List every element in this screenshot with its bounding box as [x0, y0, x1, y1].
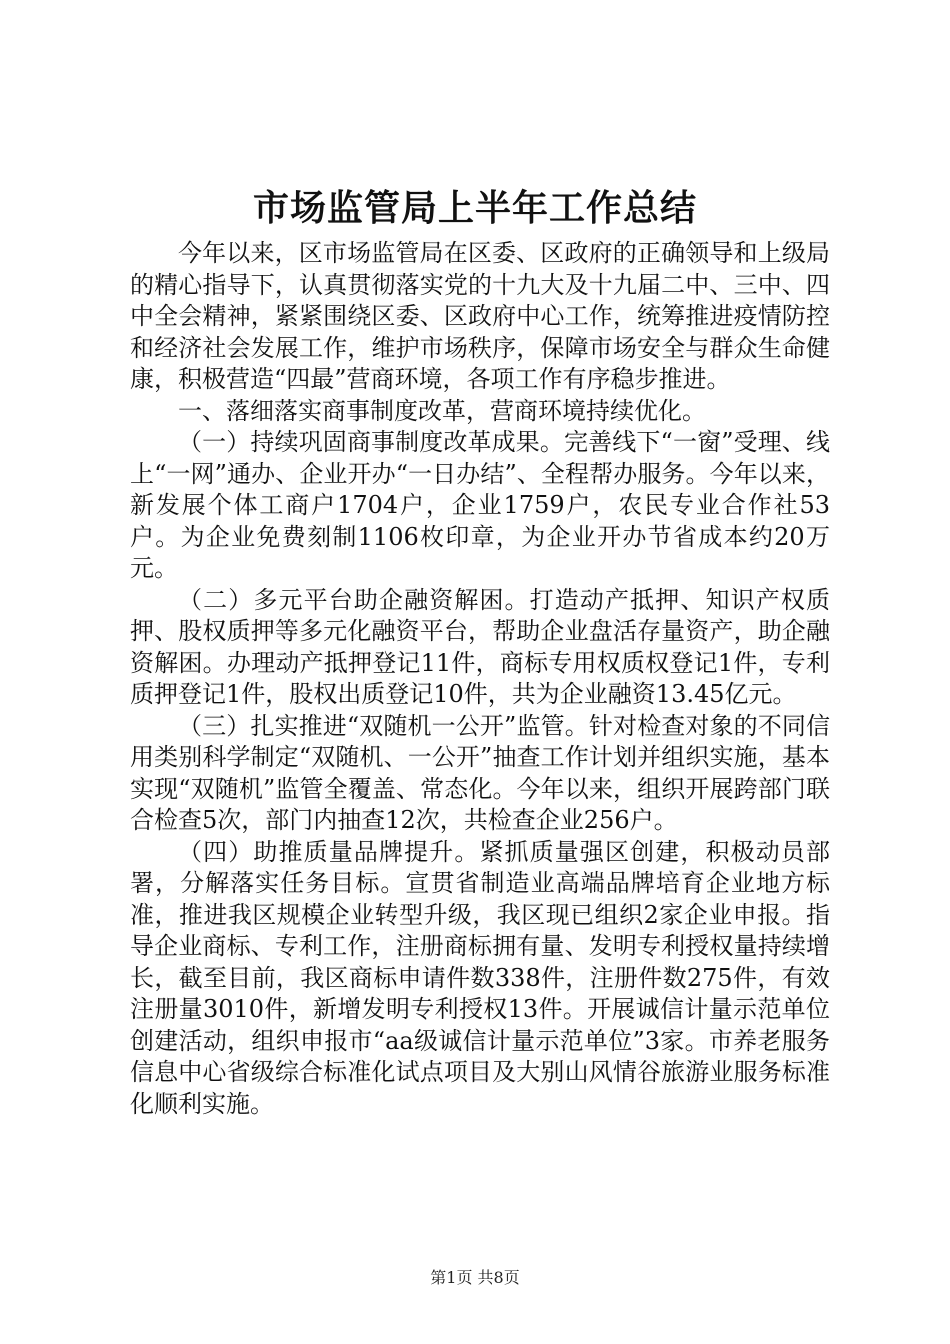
- paragraph-item-1: （一）持续巩固商事制度改革成果。完善线下“一窗”受理、线上“一网”通办、企业开办“一日办结”、全程帮办服务。今年以来，新发展个体工商户1704户，企业1759户，农民专业合作社53户。为企业免费刻制1106枚印章，为企业开办节省成本约20万元。: [130, 428, 830, 582]
- paragraph-item-4: （四）助推质量品牌提升。紧抓质量强区创建，积极动员部署，分解落实任务目标。宣贯省制造业高端品牌培育企业地方标准，推进我区规模企业转型升级，我区现已组织2家企业申报。指导企业商标、专利工作，注册商标拥有量、发明专利授权量持续增长，截至目前，我区商标申请件数338件，注册件数275件，有效注册量3010件，新增发明专利授权13件。开展诚信计量示范单位创建活动，组织申报市“aa级诚信计量示范单位”3家。市养老服务信息中心省级综合标准化试点项目及大别山风情谷旅游业服务标准化顺利实施。: [130, 837, 830, 1118]
- section-heading-1: 一、落细落实商事制度改革，营商环境持续优化。: [178, 396, 706, 425]
- paragraph-item-2: （二）多元平台助企融资解困。打造动产抵押、知识产权质押、股权质押等多元化融资平台，帮助企业盘活存量资产，助企融资解困。办理动产抵押登记11件，商标专用权质权登记1件，专利质押登记1件，股权出质登记10件，共为企业融资13.45亿元。: [130, 585, 830, 708]
- document-title: 市场监管局上半年工作总结: [252, 187, 697, 229]
- paragraph-intro: 今年以来，区市场监管局在区委、区政府的正确领导和上级局的精心指导下，认真贯彻落实党的十九大及十九届二中、三中、四中全会精神，紧紧围绕区委、区政府中心工作，统筹推进疫情防控和经济社会发展工作，维护市场秩序，保障市场安全与群众生命健康，积极营造“四最”营商环境，各项工作有序稳步推进。: [130, 239, 830, 393]
- paragraph-item-3: （三）扎实推进“双随机一公开”监管。针对检查对象的不同信用类别科学制定“双随机、一公开”抽查工作计划并组织实施，基本实现“双随机”监管全覆盖、常态化。今年以来，组织开展跨部门联合检查5次，部门内抽查12次，共检查企业256户。: [130, 711, 830, 834]
- document-body: [130, 238, 830, 1120]
- page-footer: 第1页 共8页: [430, 1268, 520, 1287]
